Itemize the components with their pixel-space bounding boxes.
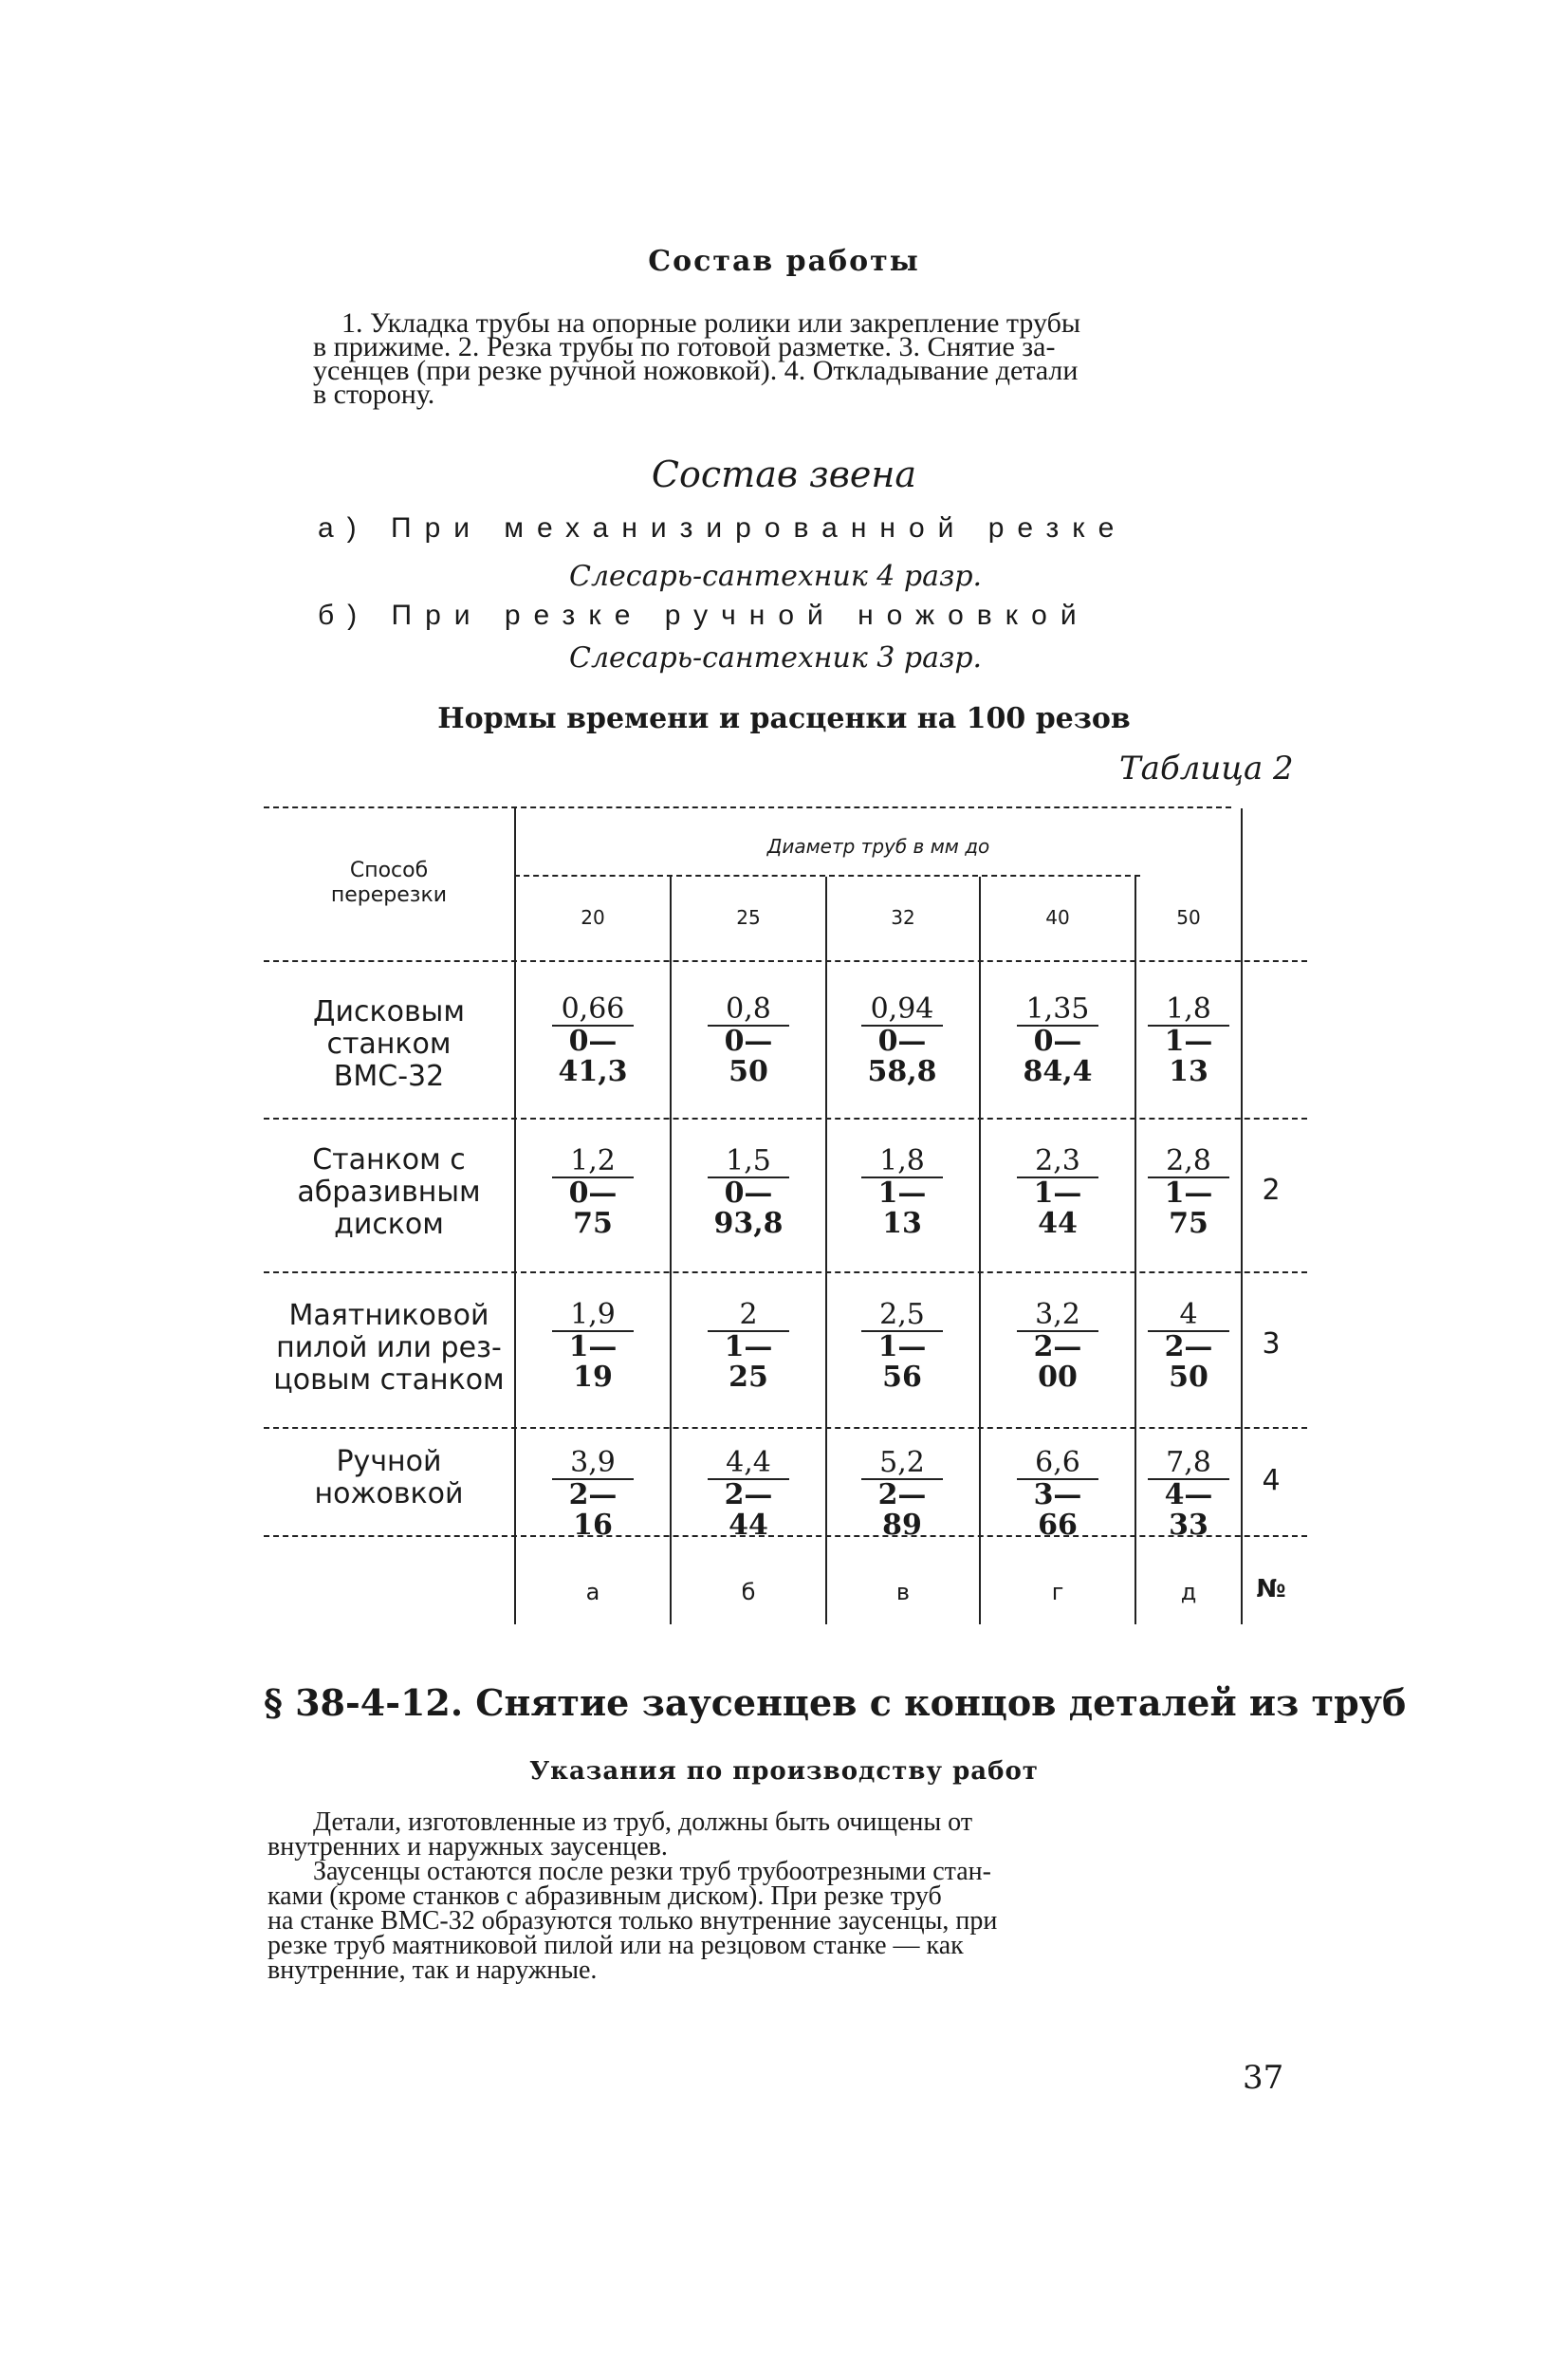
instructions-line: ками (кроме станков с абразивным диском). При резке труб — [267, 1881, 942, 1911]
price: 0—58,8 — [861, 1025, 943, 1087]
work-paragraph — [313, 307, 1300, 410]
norm-cell — [544, 1300, 641, 1393]
time-norm: 3,2 — [1035, 1298, 1080, 1331]
price: 2—44 — [708, 1478, 789, 1541]
norm-cell — [1009, 1146, 1106, 1239]
price: 0—41,3 — [552, 1025, 634, 1087]
time-norm: 2,8 — [1166, 1144, 1211, 1177]
norm-cell — [854, 1448, 950, 1541]
crew-method: б) При резке ручной ножовкой — [318, 600, 1090, 631]
instructions-line: резке труб маятниковой пилой или на резцовом станке — как — [267, 1931, 964, 1960]
norm-cell — [1140, 994, 1237, 1087]
table-rule — [264, 1427, 1307, 1429]
price: 1—13 — [1148, 1025, 1229, 1087]
price: 0—75 — [552, 1176, 634, 1239]
row-label-line: Станком с — [312, 1143, 466, 1176]
time-norm: 1,5 — [726, 1144, 771, 1177]
crew-method: а) При механизированной резке — [318, 512, 1128, 544]
instructions-line: Заусенцы остаются после резки труб трубоотрезными стан- — [313, 1857, 991, 1886]
table-rule — [979, 877, 981, 1624]
instructions-line: внутренние, так и наружные. — [267, 1955, 598, 1985]
row-label — [275, 1446, 503, 1510]
price: 0—50 — [708, 1025, 789, 1087]
time-norm: 1,35 — [1025, 992, 1090, 1026]
time-norm: 0,8 — [726, 992, 771, 1026]
section-title: Состав работы — [648, 245, 920, 278]
row-number: 3 — [1262, 1327, 1281, 1361]
instructions-text — [267, 1807, 1301, 1985]
row-label-line: диском — [334, 1208, 444, 1241]
time-norm: 5,2 — [879, 1446, 925, 1479]
column-letter: б — [741, 1579, 756, 1605]
table-label: Таблица 2 — [1119, 750, 1294, 787]
row-label-line: пилой или рез- — [276, 1331, 502, 1364]
price: 2—16 — [552, 1478, 634, 1541]
row-label-line: цовым станком — [273, 1363, 505, 1397]
row-label — [266, 1300, 512, 1397]
diameter-header: Диаметр труб в мм до — [766, 835, 990, 858]
row-label-line: абразивным — [297, 1176, 481, 1209]
time-norm: 4,4 — [726, 1446, 771, 1479]
norm-cell — [1140, 1448, 1237, 1541]
norm-cell — [854, 1300, 950, 1393]
norm-cell — [700, 994, 797, 1087]
price: 2—89 — [861, 1478, 943, 1541]
time-norm: 1,9 — [570, 1298, 616, 1331]
crew-worker: Слесарь-сантехник 4 разр. — [569, 560, 983, 593]
price: 1—56 — [861, 1330, 943, 1393]
row-label-line: Ручной — [336, 1445, 442, 1478]
column-letter: а — [585, 1579, 600, 1605]
price: 1—13 — [861, 1176, 943, 1239]
table-rule — [825, 877, 827, 1624]
norm-cell — [700, 1448, 797, 1541]
price: 1—75 — [1148, 1176, 1229, 1239]
instructions-line: внутренних и наружных заусенцев. — [267, 1832, 668, 1862]
row-label — [275, 996, 503, 1093]
time-norm: 2,3 — [1035, 1144, 1080, 1177]
time-norm: 6,6 — [1035, 1446, 1080, 1479]
row-number: 4 — [1262, 1464, 1281, 1497]
row-label-line: Маятниковой — [288, 1299, 489, 1332]
time-norm: 0,94 — [870, 992, 934, 1026]
instructions-title: Указания по производству работ — [529, 1757, 1039, 1786]
price: 2—50 — [1148, 1330, 1229, 1393]
crew-worker: Слесарь-сантехник 3 разр. — [569, 641, 983, 675]
table-rule — [264, 1118, 1307, 1120]
diameter-value: 50 — [1176, 906, 1201, 929]
page-number: 37 — [1243, 2059, 1284, 2097]
row-label-line: станком — [326, 1028, 452, 1061]
row-number: 2 — [1262, 1174, 1281, 1207]
method-header-line: Способ — [349, 859, 429, 882]
instructions-line: Детали, изготовленные из труб, должны быть очищены от — [313, 1807, 973, 1837]
time-norm: 3,9 — [570, 1446, 616, 1479]
row-label-line: Дисковым — [313, 995, 465, 1028]
norm-cell — [544, 994, 641, 1087]
method-header-line: перерезки — [330, 883, 448, 907]
price: 0—84,4 — [1017, 1025, 1098, 1087]
diameter-value: 25 — [736, 906, 761, 929]
norm-cell — [854, 1146, 950, 1239]
norm-cell — [544, 1448, 641, 1541]
diameter-value: 40 — [1045, 906, 1070, 929]
table-rule — [1134, 877, 1136, 1624]
time-norm: 1,2 — [570, 1144, 616, 1177]
time-norm: 0,66 — [561, 992, 625, 1026]
time-norm: 7,8 — [1166, 1446, 1211, 1479]
norm-cell — [1009, 994, 1106, 1087]
table-rule — [670, 877, 672, 1624]
norm-cell — [700, 1146, 797, 1239]
work-line: усенцев (при резке ручной ножовкой). 4. Откладывание детали — [313, 355, 1079, 386]
time-norm: 2,5 — [879, 1298, 925, 1331]
instructions-line: на станке ВМС-32 образуются только внутренние заусенцы, при — [267, 1906, 998, 1936]
price: 0—93,8 — [708, 1176, 789, 1239]
work-line: 1. Укладка трубы на опорные ролики или закрепление трубы — [341, 307, 1080, 339]
column-letter: г — [1051, 1579, 1064, 1605]
norm-cell — [700, 1300, 797, 1393]
table-rule — [264, 1271, 1307, 1273]
table-rule — [264, 960, 1307, 962]
price: 1—25 — [708, 1330, 789, 1393]
column-letter-number: № — [1256, 1575, 1286, 1603]
method-header — [285, 859, 493, 908]
norm-cell — [1140, 1300, 1237, 1393]
diameter-value: 20 — [581, 906, 605, 929]
table-rule — [514, 808, 516, 1624]
time-norm: 4 — [1179, 1298, 1198, 1331]
table-rule — [1241, 808, 1243, 1624]
norm-cell — [1009, 1300, 1106, 1393]
column-letter: в — [895, 1579, 911, 1605]
row-label-line: ножовкой — [314, 1477, 464, 1510]
price: 4—33 — [1148, 1478, 1229, 1541]
row-label — [275, 1144, 503, 1241]
norms-title: Нормы времени и расценки на 100 резов — [437, 702, 1131, 735]
time-norm: 2 — [739, 1298, 758, 1331]
price: 1—19 — [552, 1330, 634, 1393]
table-rule — [514, 875, 1140, 877]
work-line: в прижиме. 2. Резка трубы по готовой разметке. 3. Снятие за- — [313, 331, 1056, 362]
time-norm: 1,8 — [1166, 992, 1211, 1026]
norm-cell — [544, 1146, 641, 1239]
work-line: в сторону. — [313, 379, 435, 410]
diameter-value: 32 — [891, 906, 915, 929]
paragraph-heading: § 38-4-12. Снятие заусенцев с концов деталей из труб — [264, 1681, 1407, 1724]
row-label-line: ВМС-32 — [333, 1060, 445, 1093]
table-rule — [264, 806, 1231, 808]
norm-cell — [1009, 1448, 1106, 1541]
price: 3—66 — [1017, 1478, 1098, 1541]
price: 2—00 — [1017, 1330, 1098, 1393]
time-norm: 1,8 — [879, 1144, 925, 1177]
norm-cell — [854, 994, 950, 1087]
price: 1—44 — [1017, 1176, 1098, 1239]
crew-title: Состав звена — [651, 454, 917, 495]
norm-cell — [1140, 1146, 1237, 1239]
column-letter: д — [1180, 1579, 1197, 1605]
